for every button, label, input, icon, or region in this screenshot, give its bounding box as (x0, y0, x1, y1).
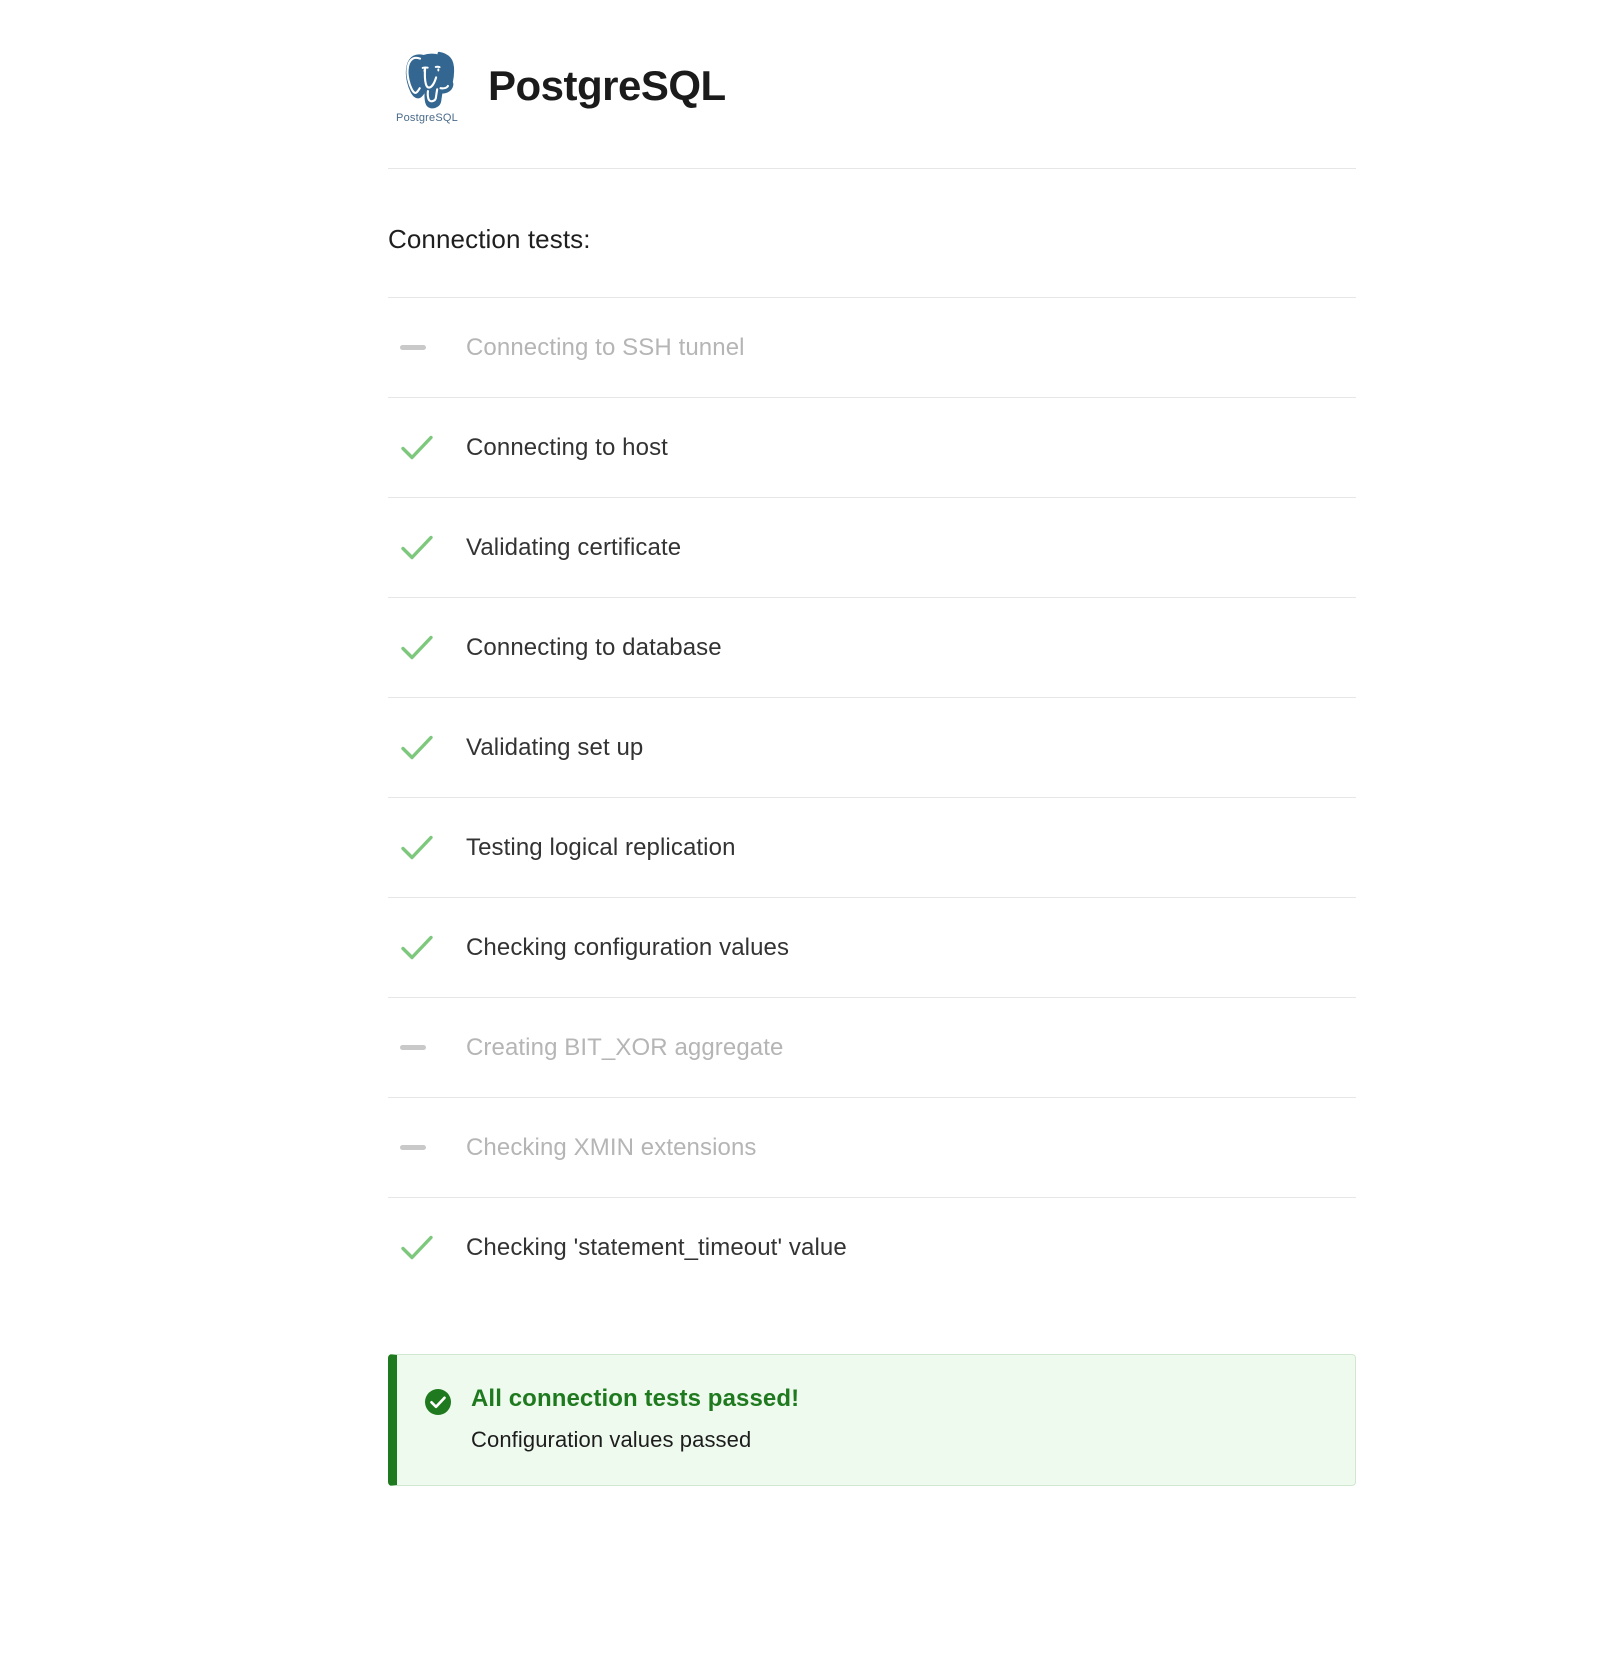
test-label: Connecting to SSH tunnel (466, 333, 745, 361)
test-row (388, 898, 1356, 998)
check-icon (390, 733, 466, 763)
test-label: Creating BIT_XOR aggregate (466, 1033, 784, 1061)
test-row (388, 1098, 1356, 1198)
page-title: PostgreSQL (488, 62, 726, 109)
test-row (388, 698, 1356, 798)
test-label: Validating set up (466, 733, 644, 761)
test-label: Connecting to database (466, 633, 722, 661)
success-banner-subtitle: Configuration values passed (471, 1427, 752, 1452)
check-icon (390, 433, 466, 463)
check-icon (390, 533, 466, 563)
test-label: Validating certificate (466, 533, 682, 561)
connection-test-panel (388, 0, 1356, 1486)
check-icon (390, 933, 466, 963)
test-label: Checking configuration values (466, 933, 790, 961)
test-row (388, 1198, 1356, 1298)
connection-tests-heading: Connection tests: (388, 224, 591, 254)
check-icon (390, 833, 466, 863)
success-banner (388, 1354, 1356, 1486)
dash-icon (390, 1145, 466, 1150)
test-row (388, 498, 1356, 598)
dash-icon (390, 1045, 466, 1050)
test-label: Connecting to host (466, 433, 668, 461)
connection-tests-list (388, 297, 1356, 1298)
check-icon (390, 633, 466, 663)
check-circle-icon (423, 1387, 453, 1422)
success-banner-text (471, 1385, 799, 1453)
app-header (388, 0, 1356, 169)
test-row (388, 298, 1356, 398)
test-row (388, 798, 1356, 898)
test-label: Checking XMIN extensions (466, 1133, 757, 1161)
test-row (388, 598, 1356, 698)
dash-icon (390, 345, 466, 350)
success-banner-title: All connection tests passed! (471, 1385, 800, 1412)
test-row (388, 398, 1356, 498)
logo-caption: PostgreSQL (396, 111, 458, 124)
test-label: Testing logical replication (466, 833, 736, 861)
postgresql-elephant-icon (388, 44, 466, 128)
test-label: Checking 'statement_timeout' value (466, 1234, 847, 1261)
test-row (388, 998, 1356, 1098)
check-icon (390, 1233, 466, 1263)
